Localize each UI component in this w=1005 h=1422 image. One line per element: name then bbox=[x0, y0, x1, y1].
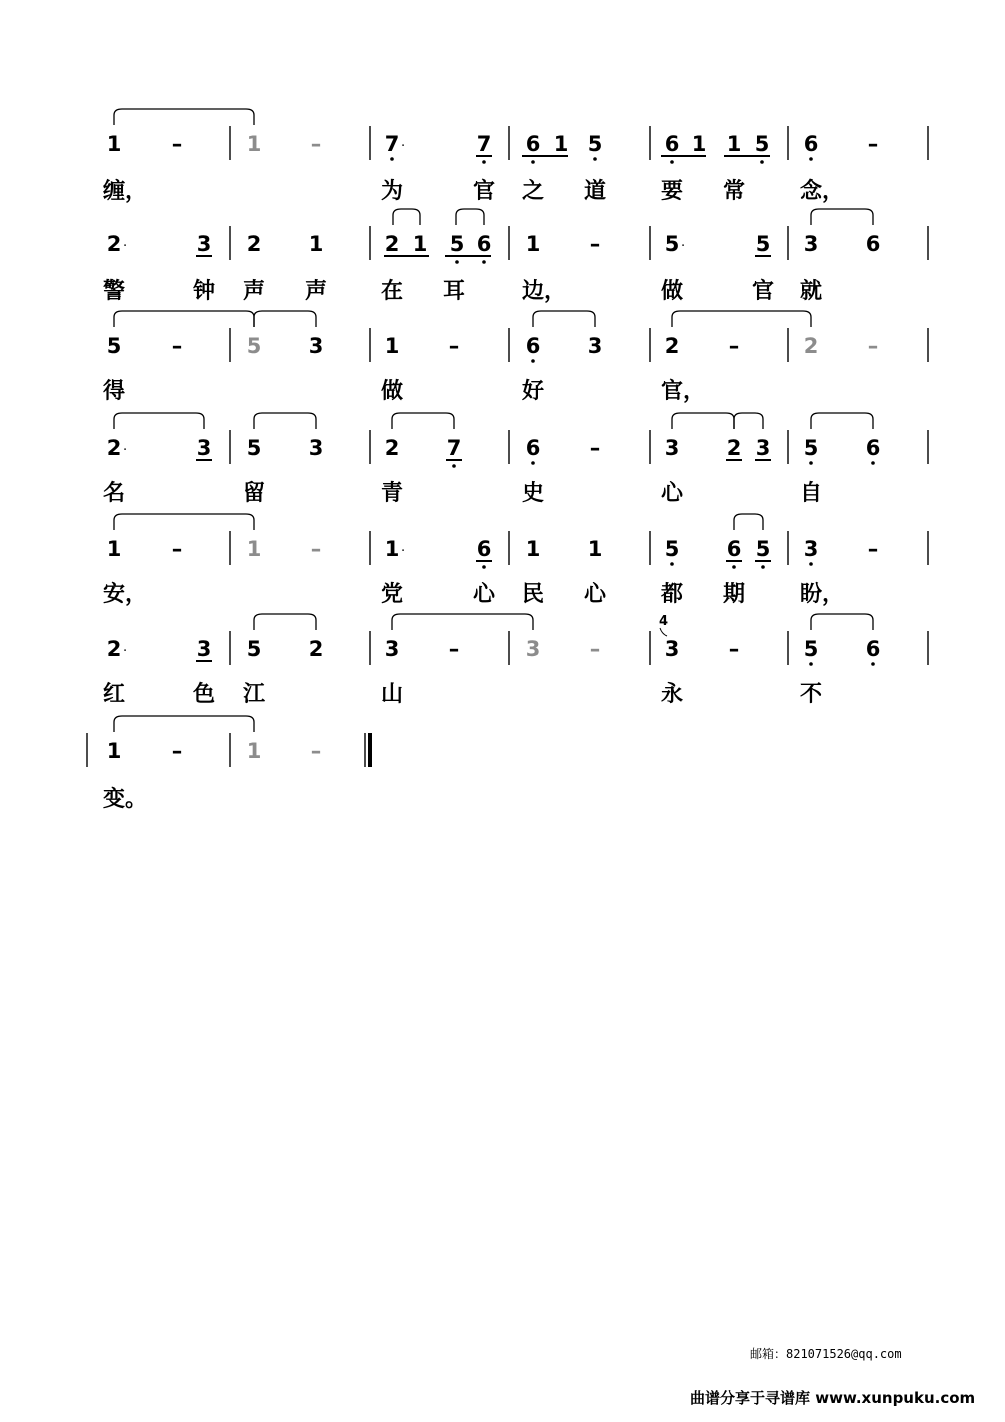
lyric: 变。 bbox=[103, 787, 148, 812]
hold-dash: – bbox=[867, 537, 879, 561]
slur bbox=[114, 514, 254, 530]
lyric: 在 bbox=[381, 279, 404, 304]
lyric: 史 bbox=[522, 481, 545, 506]
slur bbox=[672, 413, 734, 429]
lyric: 做 bbox=[381, 379, 404, 404]
note: 2 bbox=[246, 232, 262, 256]
note: 2 bbox=[664, 334, 680, 358]
annotation-number: 4 bbox=[659, 614, 669, 629]
note: 3 bbox=[308, 436, 324, 460]
lyric: 色 bbox=[193, 682, 216, 707]
slur bbox=[672, 311, 811, 327]
lyric: 要 bbox=[661, 179, 684, 204]
lyric: 好 bbox=[522, 379, 545, 404]
hold-dash: – bbox=[448, 637, 460, 661]
low-octave-dot bbox=[670, 562, 674, 566]
note: 3 bbox=[384, 637, 400, 661]
lyric: 山 bbox=[381, 682, 404, 707]
note: 3 bbox=[196, 637, 212, 661]
aug-dot: · bbox=[681, 239, 686, 254]
slur bbox=[811, 614, 873, 630]
lyric: 党 bbox=[381, 582, 404, 607]
lyric: 声 bbox=[243, 279, 266, 304]
low-octave-dot bbox=[809, 461, 813, 465]
lyric: 做 bbox=[661, 279, 684, 304]
hold-dash: – bbox=[171, 537, 183, 561]
aug-dot: · bbox=[123, 443, 128, 458]
note: 3 bbox=[664, 637, 680, 661]
lyric: 为 bbox=[381, 179, 404, 204]
note: 5 bbox=[755, 232, 771, 256]
low-octave-dot bbox=[809, 562, 813, 566]
note: 2 bbox=[106, 232, 122, 256]
note: 1 bbox=[384, 334, 400, 358]
slur bbox=[114, 413, 204, 429]
note: 6 bbox=[525, 132, 541, 156]
note: 5 bbox=[246, 334, 262, 358]
lyric: 得 bbox=[103, 379, 126, 404]
lyric: 心 bbox=[584, 582, 607, 607]
note: 3 bbox=[803, 232, 819, 256]
lyric: 心 bbox=[661, 481, 684, 506]
footer-share-text: 曲谱分享于寻谱库 www.xunpuku.com bbox=[690, 1389, 976, 1407]
slur bbox=[254, 614, 316, 630]
note: 3 bbox=[308, 334, 324, 358]
note: 1 bbox=[246, 132, 262, 156]
note: 7 bbox=[384, 132, 400, 156]
note: 5 bbox=[106, 334, 122, 358]
low-octave-dot bbox=[761, 565, 765, 569]
system-5 bbox=[103, 514, 928, 607]
aug-dot: · bbox=[123, 239, 128, 254]
note: 1 bbox=[246, 537, 262, 561]
note: 2 bbox=[384, 436, 400, 460]
lyric: 官 bbox=[752, 279, 775, 304]
low-octave-dot bbox=[732, 565, 736, 569]
low-octave-dot bbox=[452, 464, 456, 468]
system-7 bbox=[87, 716, 321, 812]
lyric: 念， bbox=[800, 179, 845, 204]
hold-dash: – bbox=[171, 132, 183, 156]
system-1 bbox=[103, 109, 928, 204]
aug-dot: · bbox=[123, 644, 128, 659]
note: 3 bbox=[664, 436, 680, 460]
hold-dash: – bbox=[310, 537, 322, 561]
low-octave-dot bbox=[482, 260, 486, 264]
lyric: 钟 bbox=[193, 279, 216, 304]
note: 3 bbox=[196, 232, 212, 256]
system-2 bbox=[103, 209, 928, 304]
low-octave-dot bbox=[482, 160, 486, 164]
low-octave-dot bbox=[531, 359, 535, 363]
note: 6 bbox=[664, 132, 680, 156]
low-octave-dot bbox=[809, 157, 813, 161]
lyric: 心 bbox=[473, 582, 496, 607]
system-6 bbox=[103, 614, 928, 707]
lyric: 耳 bbox=[443, 279, 466, 304]
low-octave-dot bbox=[871, 461, 875, 465]
note: 6 bbox=[726, 537, 742, 561]
note: 1 bbox=[246, 739, 262, 763]
hold-dash: – bbox=[589, 637, 601, 661]
note: 6 bbox=[525, 436, 541, 460]
note: 1 bbox=[412, 232, 428, 256]
note: 1 bbox=[587, 537, 603, 561]
note: 2 bbox=[384, 232, 400, 256]
note: 6 bbox=[865, 637, 881, 661]
lyric: 留 bbox=[243, 481, 266, 506]
note: 5 bbox=[803, 637, 819, 661]
lyric: 盼， bbox=[800, 582, 845, 607]
lyric: 红 bbox=[103, 682, 126, 707]
lyric: 名 bbox=[103, 481, 126, 506]
hold-dash: – bbox=[589, 436, 601, 460]
slur bbox=[734, 413, 763, 429]
note: 2 bbox=[106, 637, 122, 661]
lyric: 青 bbox=[381, 481, 404, 506]
note: 2 bbox=[726, 436, 742, 460]
note: 1 bbox=[106, 537, 122, 561]
lyric: 道 bbox=[584, 179, 607, 204]
lyric: 之 bbox=[522, 179, 545, 204]
lyric: 民 bbox=[522, 582, 545, 607]
note: 1 bbox=[106, 739, 122, 763]
note: 7 bbox=[446, 436, 462, 460]
note: 1 bbox=[726, 132, 742, 156]
slur bbox=[392, 614, 533, 630]
hold-dash: – bbox=[310, 132, 322, 156]
hold-dash: – bbox=[728, 334, 740, 358]
note: 3 bbox=[755, 436, 771, 460]
aug-dot: · bbox=[401, 139, 406, 154]
aug-dot: · bbox=[401, 544, 406, 559]
annotation-hook bbox=[660, 628, 667, 636]
note: 5 bbox=[246, 637, 262, 661]
note: 6 bbox=[476, 537, 492, 561]
hold-dash: – bbox=[448, 334, 460, 358]
note: 3 bbox=[525, 637, 541, 661]
slur bbox=[114, 716, 254, 732]
lyric: 边， bbox=[522, 279, 567, 304]
note: 5 bbox=[587, 132, 603, 156]
hold-dash: – bbox=[589, 232, 601, 256]
system-4 bbox=[103, 413, 928, 506]
low-octave-dot bbox=[871, 662, 875, 666]
low-octave-dot bbox=[670, 160, 674, 164]
lyric: 就 bbox=[800, 279, 823, 304]
low-octave-dot bbox=[809, 662, 813, 666]
note: 5 bbox=[664, 537, 680, 561]
hold-dash: – bbox=[728, 637, 740, 661]
lyric: 警 bbox=[103, 279, 126, 304]
note: 5 bbox=[246, 436, 262, 460]
note: 5 bbox=[803, 436, 819, 460]
note: 7 bbox=[476, 132, 492, 156]
note: 2 bbox=[106, 436, 122, 460]
lyric: 都 bbox=[661, 582, 684, 607]
note: 3 bbox=[587, 334, 603, 358]
slur bbox=[734, 514, 763, 530]
hold-dash: – bbox=[310, 739, 322, 763]
low-octave-dot bbox=[593, 157, 597, 161]
note: 3 bbox=[803, 537, 819, 561]
hold-dash: – bbox=[867, 334, 879, 358]
note: 5 bbox=[755, 537, 771, 561]
hold-dash: – bbox=[867, 132, 879, 156]
system-3 bbox=[103, 311, 928, 404]
note: 6 bbox=[476, 232, 492, 256]
note: 3 bbox=[196, 436, 212, 460]
lyric: 安， bbox=[103, 582, 148, 607]
note: 1 bbox=[308, 232, 324, 256]
lyric: 常 bbox=[723, 179, 746, 204]
note: 1 bbox=[525, 537, 541, 561]
low-octave-dot bbox=[482, 565, 486, 569]
note: 6 bbox=[803, 132, 819, 156]
slur bbox=[114, 311, 254, 327]
note: 6 bbox=[865, 436, 881, 460]
note: 1 bbox=[691, 132, 707, 156]
slur bbox=[392, 413, 454, 429]
note: 5 bbox=[449, 232, 465, 256]
note: 2 bbox=[308, 637, 324, 661]
slur bbox=[811, 209, 873, 225]
note: 1 bbox=[553, 132, 569, 156]
note: 1 bbox=[525, 232, 541, 256]
slur bbox=[254, 413, 316, 429]
lyric: 声 bbox=[305, 279, 328, 304]
email-note: 邮箱：821071526@qq.com bbox=[750, 1347, 902, 1361]
slur bbox=[393, 209, 420, 225]
note: 5 bbox=[754, 132, 770, 156]
slur bbox=[254, 311, 316, 327]
slur bbox=[811, 413, 873, 429]
note: 5 bbox=[664, 232, 680, 256]
hold-dash: – bbox=[171, 739, 183, 763]
lyric: 永 bbox=[661, 682, 684, 707]
note: 2 bbox=[803, 334, 819, 358]
note: 1 bbox=[106, 132, 122, 156]
lyric: 自 bbox=[800, 481, 823, 506]
lyric: 江 bbox=[243, 682, 266, 707]
lyric: 官 bbox=[473, 179, 496, 204]
lyric: 官， bbox=[661, 379, 706, 404]
slur bbox=[114, 109, 254, 125]
hold-dash: – bbox=[171, 334, 183, 358]
note: 6 bbox=[865, 232, 881, 256]
low-octave-dot bbox=[531, 160, 535, 164]
slur bbox=[533, 311, 595, 327]
low-octave-dot bbox=[531, 461, 535, 465]
lyric: 缠， bbox=[103, 179, 148, 204]
note: 6 bbox=[525, 334, 541, 358]
low-octave-dot bbox=[760, 160, 764, 164]
low-octave-dot bbox=[455, 260, 459, 264]
slur bbox=[456, 209, 484, 225]
note: 1 bbox=[384, 537, 400, 561]
lyric: 不 bbox=[800, 682, 823, 707]
low-octave-dot bbox=[390, 157, 394, 161]
lyric: 期 bbox=[723, 582, 746, 607]
